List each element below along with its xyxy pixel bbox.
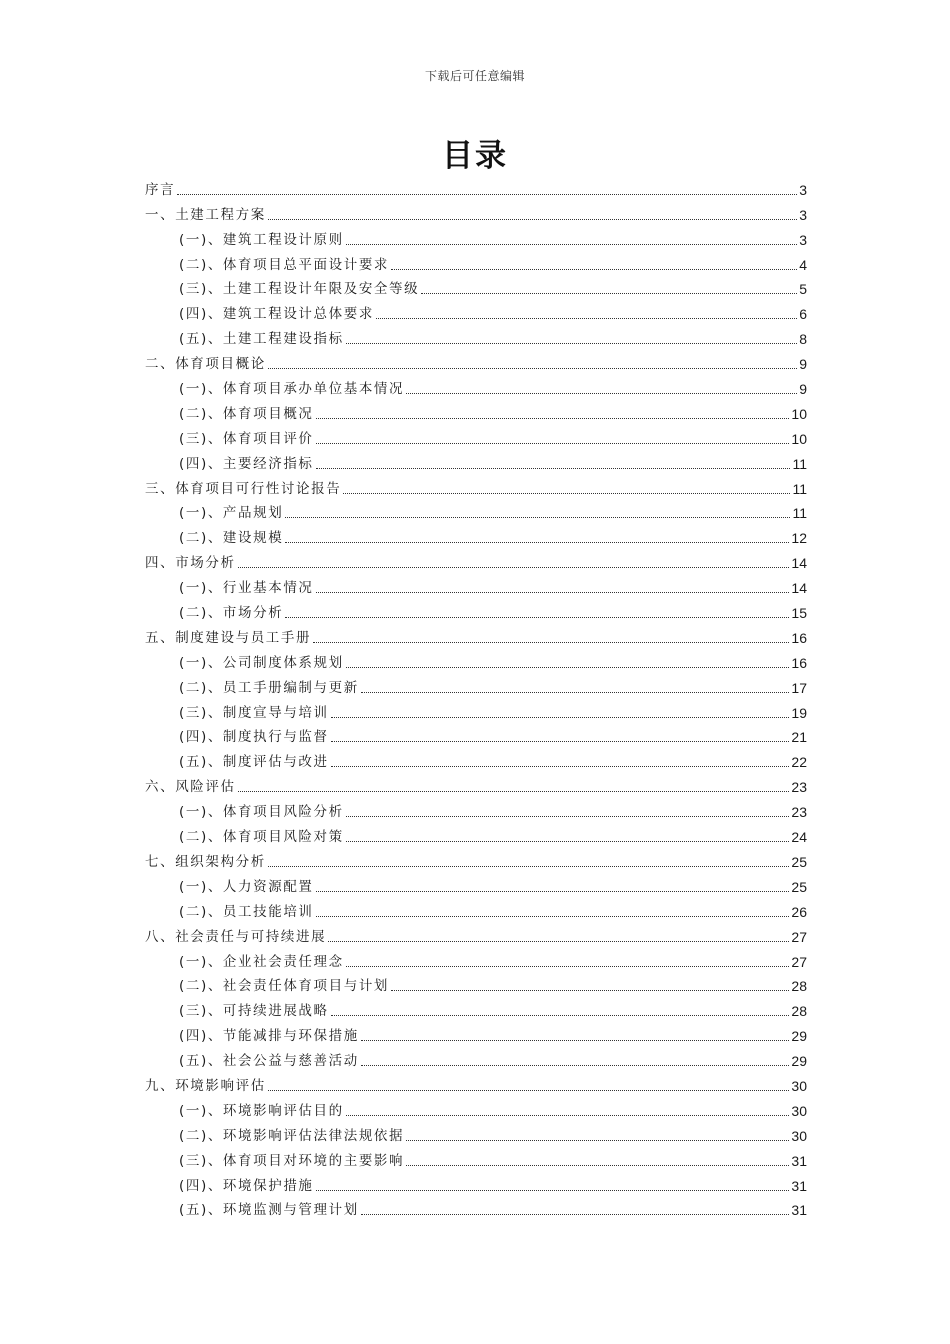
toc-dot-leader (238, 791, 790, 792)
toc-dot-leader (346, 343, 797, 344)
toc-dot-leader (313, 642, 789, 643)
toc-dot-leader (285, 517, 790, 518)
toc-dot-leader (328, 941, 789, 942)
toc-subsection-entry[interactable] (145, 995, 807, 1020)
toc-entry-label: (三)、制度宣导与培训 (179, 704, 329, 721)
toc-dot-leader (316, 592, 790, 593)
toc-dot-leader (343, 493, 790, 494)
toc-section-entry[interactable] (145, 348, 807, 373)
toc-entry-label: (五)、环境监测与管理计划 (179, 1202, 359, 1219)
toc-entry-label: 一、土建工程方案 (145, 206, 266, 223)
toc-entry-label: (三)、可持续进展战略 (179, 1003, 329, 1020)
toc-dot-leader (268, 368, 797, 369)
toc-dot-leader (316, 1190, 790, 1191)
toc-subsection-entry[interactable] (145, 672, 807, 697)
toc-page-number: 9 (799, 381, 807, 398)
toc-subsection-entry[interactable] (145, 821, 807, 846)
page-header: 下载后可任意编辑 (424, 69, 525, 83)
toc-dot-leader (268, 1090, 790, 1091)
toc-entry-label: 六、风险评估 (145, 779, 236, 796)
toc-dot-leader (361, 692, 790, 693)
toc-entry-label: (四)、环境保护措施 (179, 1177, 314, 1194)
toc-dot-leader (316, 443, 790, 444)
toc-section-entry[interactable] (145, 921, 807, 946)
toc-page-number: 31 (791, 1202, 807, 1219)
toc-subsection-entry[interactable] (145, 896, 807, 921)
toc-subsection-entry[interactable] (145, 946, 807, 971)
toc-section-entry[interactable] (145, 199, 807, 224)
toc-page-number: 28 (791, 978, 807, 995)
toc-page-number: 21 (791, 729, 807, 746)
toc-page-number: 8 (799, 331, 807, 348)
toc-section-entry[interactable] (145, 174, 807, 199)
toc-page-number: 11 (792, 455, 807, 472)
toc-entry-label: (二)、市场分析 (179, 605, 284, 622)
toc-page-number: 31 (791, 1177, 807, 1194)
toc-page-number: 25 (791, 853, 807, 870)
toc-entry-label: (四)、节能减排与环保措施 (179, 1028, 359, 1045)
toc-entry-label: (二)、环境影响评估法律法规依据 (179, 1127, 405, 1144)
toc-entry-label: 八、社会责任与可持续进展 (145, 928, 327, 945)
toc-entry-label: 二、体育项目概论 (145, 356, 266, 373)
toc-subsection-entry[interactable] (145, 796, 807, 821)
toc-page-number: 3 (799, 181, 807, 198)
toc-page-number: 23 (791, 804, 807, 821)
toc-section-entry[interactable] (145, 547, 807, 572)
toc-entry-label: 九、环境影响评估 (145, 1077, 266, 1094)
toc-entry-label: (一)、体育项目风险分析 (179, 804, 344, 821)
toc-subsection-entry[interactable] (145, 249, 807, 274)
toc-subsection-entry[interactable] (145, 323, 807, 348)
toc-page-number: 14 (791, 555, 807, 572)
toc-section-entry[interactable] (145, 771, 807, 796)
toc-entry-label: (二)、建设规模 (179, 530, 284, 547)
toc-entry-label: (四)、主要经济指标 (179, 455, 314, 472)
toc-subsection-entry[interactable] (145, 746, 807, 771)
toc-subsection-entry[interactable] (145, 498, 807, 523)
toc-subsection-entry[interactable] (145, 522, 807, 547)
toc-title: 目录 (442, 138, 508, 174)
toc-section-entry[interactable] (145, 622, 807, 647)
toc-subsection-entry[interactable] (145, 722, 807, 747)
toc-entry-label: (三)、土建工程设计年限及安全等级 (179, 281, 420, 298)
toc-page-number: 3 (799, 206, 807, 223)
toc-page-number: 5 (799, 281, 807, 298)
toc-subsection-entry[interactable] (145, 572, 807, 597)
toc-dot-leader (406, 1165, 789, 1166)
toc-dot-leader (346, 816, 790, 817)
toc-entry-label: (五)、社会公益与慈善活动 (179, 1053, 359, 1070)
toc-subsection-entry[interactable] (145, 1020, 807, 1045)
toc-page-number: 6 (799, 306, 807, 323)
toc-subsection-entry[interactable] (145, 448, 807, 473)
toc-page-number: 11 (792, 505, 807, 522)
toc-subsection-entry[interactable] (145, 224, 807, 249)
toc-dot-leader (268, 219, 797, 220)
toc-dot-leader (346, 667, 790, 668)
toc-entry-label: (二)、社会责任体育项目与计划 (179, 978, 390, 995)
toc-dot-leader (406, 1140, 789, 1141)
toc-page-number: 14 (791, 580, 807, 597)
toc-dot-leader (391, 269, 797, 270)
toc-entry-label: (一)、环境影响评估目的 (179, 1102, 344, 1119)
toc-page-number: 17 (791, 679, 807, 696)
toc-entry-label: (三)、体育项目评价 (179, 430, 314, 447)
toc-page-number: 26 (791, 903, 807, 920)
toc-page-number: 29 (791, 1053, 807, 1070)
toc-page-number: 22 (791, 754, 807, 771)
toc-page-number: 25 (791, 878, 807, 895)
toc-subsection-entry[interactable] (145, 274, 807, 299)
toc-dot-leader (177, 194, 797, 195)
toc-page-number: 12 (791, 530, 807, 547)
toc-dot-leader (376, 318, 797, 319)
toc-dot-leader (331, 741, 790, 742)
toc-dot-leader (285, 617, 789, 618)
toc-subsection-entry[interactable] (145, 373, 807, 398)
toc-page-number: 19 (791, 704, 807, 721)
toc-entry-label: 七、组织架构分析 (145, 853, 266, 870)
toc-dot-leader (331, 717, 790, 718)
toc-page-number: 9 (799, 356, 807, 373)
toc-entry-label: (二)、体育项目概况 (179, 405, 314, 422)
toc-entry-label: (二)、体育项目风险对策 (179, 829, 344, 846)
toc-page-number: 29 (791, 1028, 807, 1045)
toc-subsection-entry[interactable] (145, 298, 807, 323)
toc-page-number: 15 (791, 605, 807, 622)
toc-subsection-entry[interactable] (145, 1195, 807, 1220)
toc-page-number: 30 (791, 1127, 807, 1144)
toc-dot-leader (316, 468, 791, 469)
toc-entry-label: (二)、员工技能培训 (179, 903, 314, 920)
toc-page-number: 27 (791, 928, 807, 945)
toc-entry-label: (一)、公司制度体系规划 (179, 654, 344, 671)
toc-dot-leader (238, 567, 790, 568)
toc-entry-label: (一)、人力资源配置 (179, 878, 314, 895)
toc-entry-label: (一)、产品规划 (179, 505, 284, 522)
toc-dot-leader (346, 841, 790, 842)
toc-subsection-entry[interactable] (145, 647, 807, 672)
toc-dot-leader (346, 244, 797, 245)
toc-entry-label: (五)、制度评估与改进 (179, 754, 329, 771)
toc-page-number: 28 (791, 1003, 807, 1020)
toc-dot-leader (316, 916, 790, 917)
toc-subsection-entry[interactable] (145, 1145, 807, 1170)
toc-subsection-entry[interactable] (145, 697, 807, 722)
toc-section-entry[interactable] (145, 473, 807, 498)
toc-subsection-entry[interactable] (145, 1170, 807, 1195)
toc-page-number: 10 (791, 430, 807, 447)
toc-subsection-entry[interactable] (145, 597, 807, 622)
toc-entry-label: (四)、建筑工程设计总体要求 (179, 306, 374, 323)
toc-page-number: 10 (791, 405, 807, 422)
toc-page-number: 11 (792, 480, 807, 497)
toc-page-number: 16 (791, 654, 807, 671)
toc-dot-leader (331, 766, 790, 767)
toc-section-entry[interactable] (145, 1070, 807, 1095)
toc-section-entry[interactable] (145, 846, 807, 871)
toc-entry-label: (一)、建筑工程设计原则 (179, 231, 344, 248)
toc-entry-label: (二)、体育项目总平面设计要求 (179, 256, 390, 273)
toc-subsection-entry[interactable] (145, 1120, 807, 1145)
toc-entry-label: (五)、土建工程建设指标 (179, 331, 344, 348)
toc-subsection-entry[interactable] (145, 1095, 807, 1120)
toc-dot-leader (285, 542, 789, 543)
toc-entry-label: (一)、行业基本情况 (179, 580, 314, 597)
toc-dot-leader (346, 966, 790, 967)
toc-subsection-entry[interactable] (145, 398, 807, 423)
toc-dot-leader (346, 1115, 790, 1116)
toc-dot-leader (361, 1065, 790, 1066)
toc-dot-leader (316, 891, 790, 892)
toc-entry-label: 五、制度建设与员工手册 (145, 629, 312, 646)
toc-entry-label: (一)、体育项目承办单位基本情况 (179, 381, 405, 398)
toc-entry-label: 三、体育项目可行性讨论报告 (145, 480, 342, 497)
toc-page-number: 23 (791, 779, 807, 796)
toc-dot-leader (361, 1040, 790, 1041)
toc-subsection-entry[interactable] (145, 971, 807, 996)
toc-dot-leader (406, 393, 797, 394)
toc-dot-leader (421, 293, 797, 294)
toc-page-number: 31 (791, 1152, 807, 1169)
toc-dot-leader (391, 990, 789, 991)
toc-dot-leader (268, 866, 790, 867)
toc-page-number: 24 (791, 829, 807, 846)
toc-entry-label: (一)、企业社会责任理念 (179, 953, 344, 970)
toc-page-number: 3 (799, 231, 807, 248)
toc-entry-label: (四)、制度执行与监督 (179, 729, 329, 746)
toc-page-number: 4 (799, 256, 807, 273)
toc-entry-label: 四、市场分析 (145, 555, 236, 572)
toc-page-number: 16 (791, 629, 807, 646)
table-of-contents (145, 174, 807, 1219)
toc-subsection-entry[interactable] (145, 423, 807, 448)
toc-dot-leader (316, 418, 790, 419)
toc-page-number: 30 (791, 1102, 807, 1119)
toc-dot-leader (331, 1015, 790, 1016)
toc-page-number: 30 (791, 1077, 807, 1094)
toc-entry-label: (三)、体育项目对环境的主要影响 (179, 1152, 405, 1169)
toc-entry-label: (二)、员工手册编制与更新 (179, 679, 359, 696)
toc-subsection-entry[interactable] (145, 1045, 807, 1070)
toc-subsection-entry[interactable] (145, 871, 807, 896)
toc-entry-label: 序言 (145, 181, 176, 198)
toc-page-number: 27 (791, 953, 807, 970)
toc-dot-leader (361, 1214, 790, 1215)
